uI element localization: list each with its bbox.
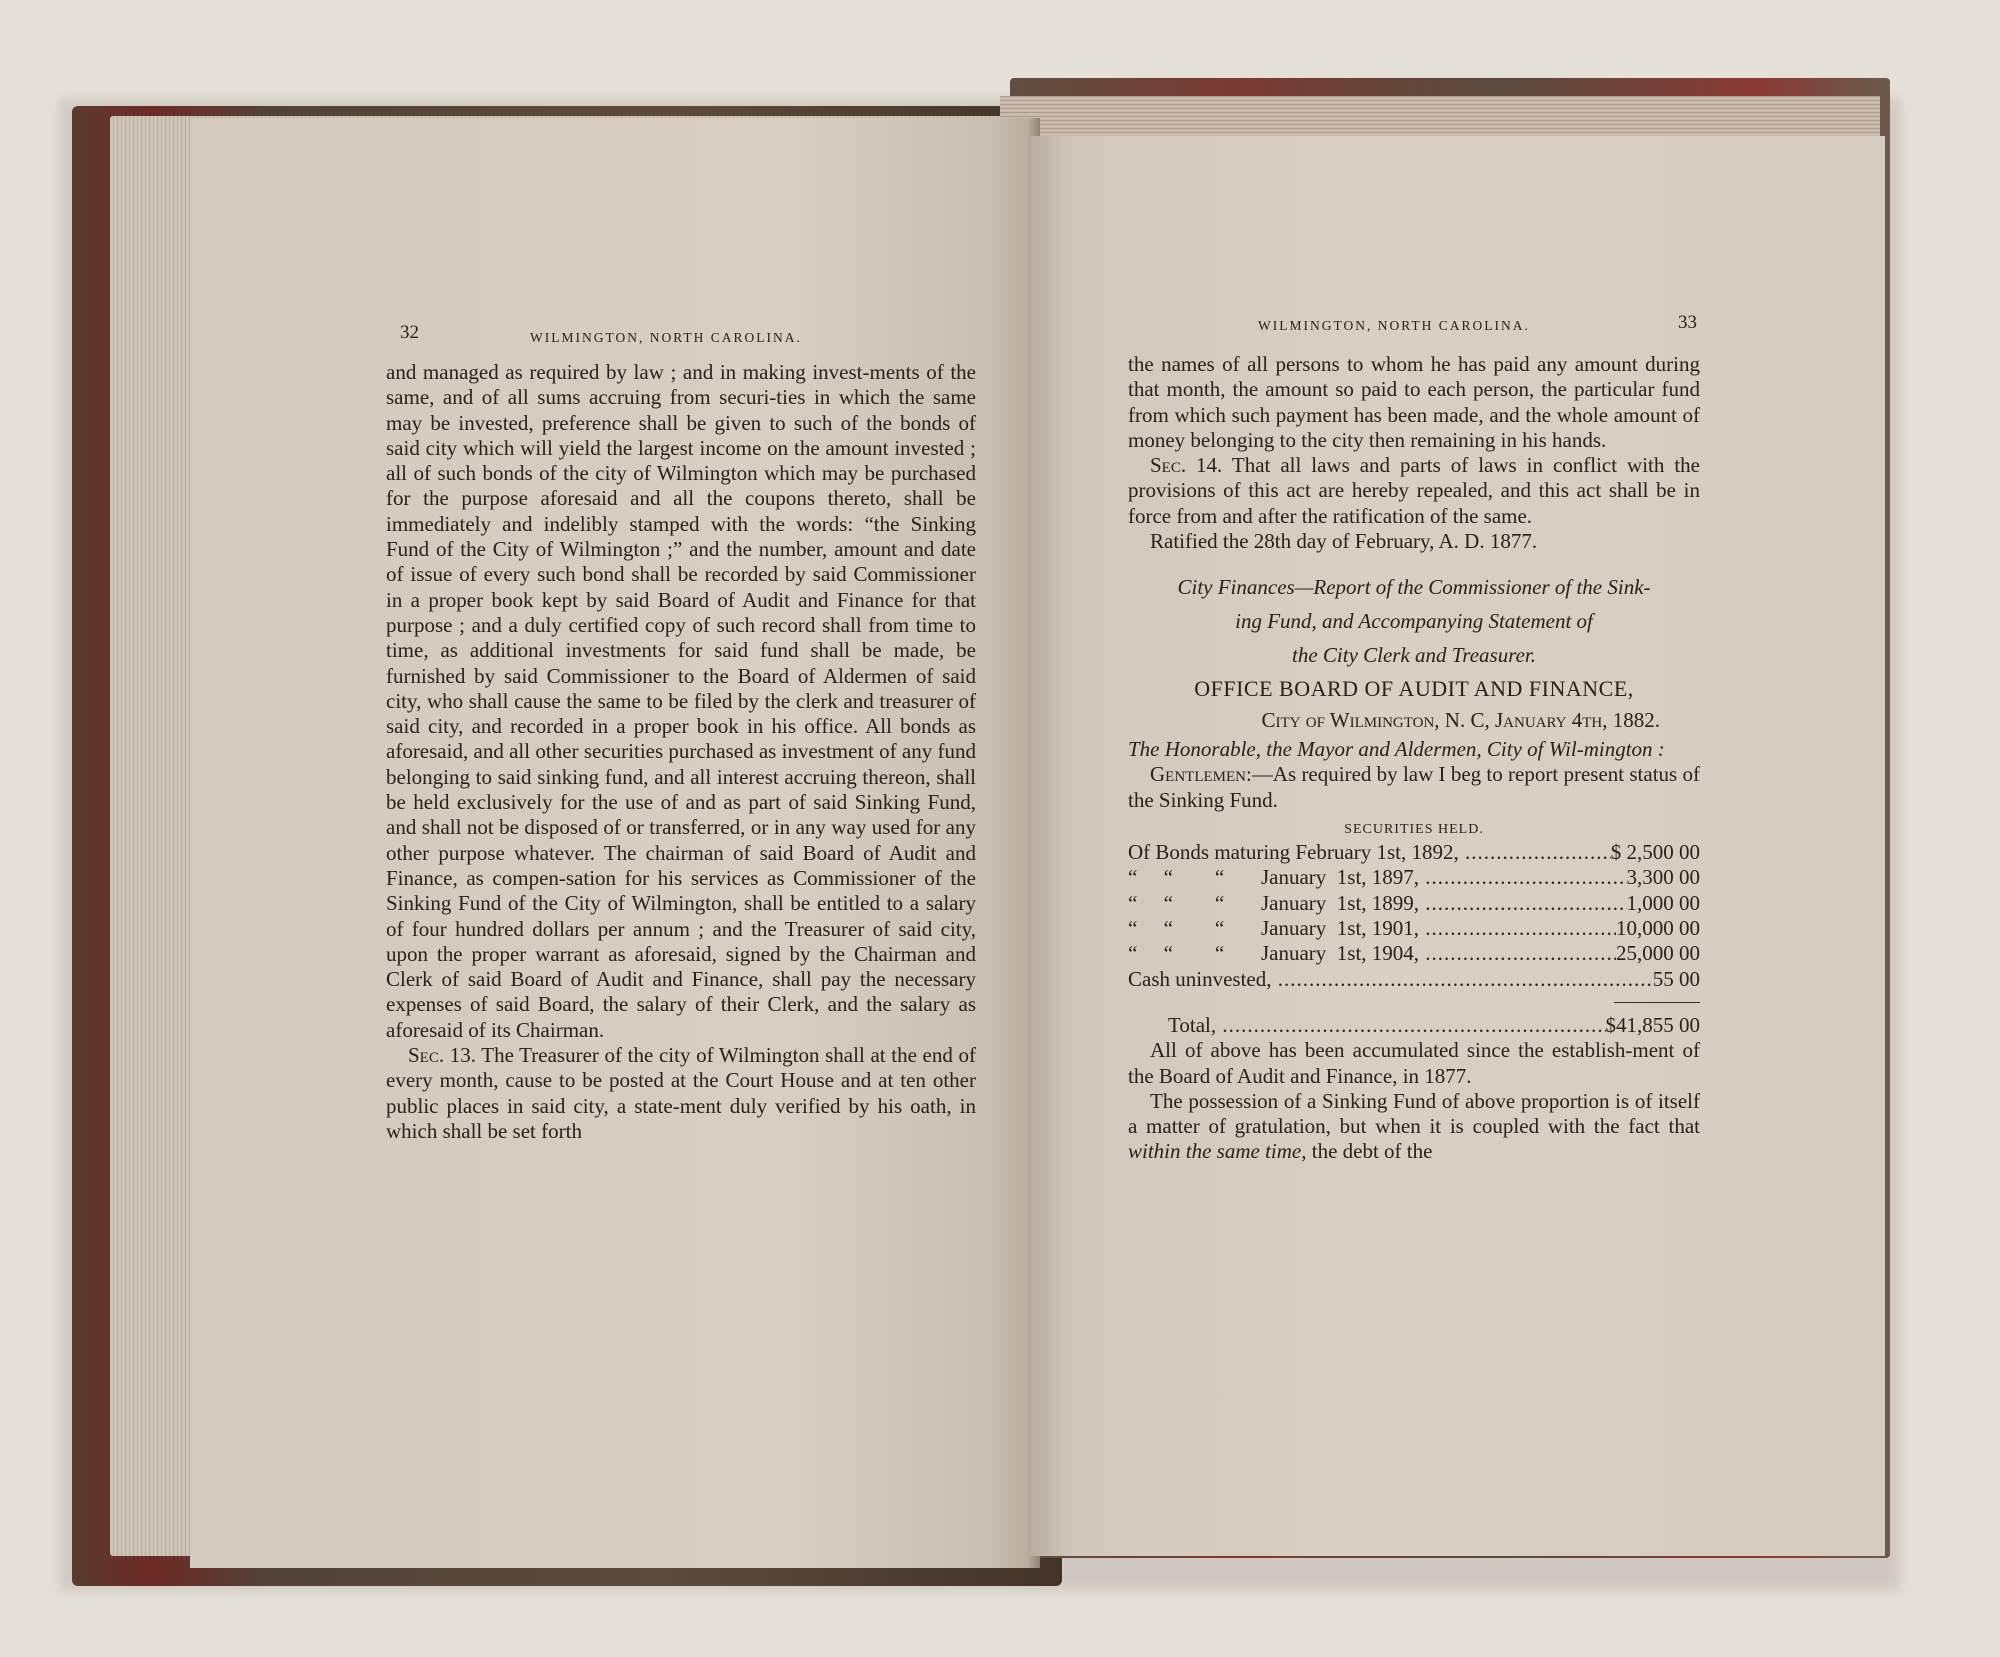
security-label: Of Bonds maturing February 1st, 1892, ..... xyxy=(1128,840,1611,865)
accumulated-paragraph: All of above has been accumulated since the establish-ment of the Board of Audit and Finance, in 1877. xyxy=(1128,1038,1700,1088)
security-amount: 10,000 00 xyxy=(1616,916,1700,941)
continuation-paragraph: the names of all persons to whom he has paid any amount during that month, the amount so paid to each person, the particular fund from which such payment has been made, and the whole amount of money belonging to the city then remaining in his hands. xyxy=(1128,352,1700,452)
left-body-paragraph: and managed as required by law ; and in making invest-ments of the same, and of all sums accruing from securi-ties in which the same may be invested, preference shall be given to such of the bonds of said city which will yield the largest income on the amount invested ; all of such bonds of the city of Wilmington which may be purchased for the purpose aforesaid and all the coupons thereto, shall be immediately and indelibly stamped with the words: “the Sinking Fund of the City of Wilmington ;” and the number, amount and date of issue of every such bond shall be recorded by said Commissioner in a proper book kept by said Board of Audit and Finance for that purpose ; and a duly certified copy of such record shall from time to time, as additional investments for said fund shall be made, be furnished by said Commissioner to the Board of Aldermen of said city, who shall cause the same to be filed by the clerk and treasurer of said city, and recorded in a proper book in his office. All bonds as aforesaid, and all other securities purchased as investment of any fund belonging to said sinking fund, and all interest accruing thereon, shall be held exclusively for the use of and as part of said Sinking Fund, and shall not be disposed of or transferred, or in any way used for any other purpose whatever. The chairman of said Board of Audit and Finance, as compen-sation for his services as Commissioner of the Sinking Fund of the City of Wilmington, shall be entitled to a salary of four hundred dollars per annum ; and the Treasurer of said city, upon the proper warrant as aforesaid, signed by the Chairman and Clerk of said Board of Audit and Finance, shall pay the necessary expenses of said Board, the salary of their Clerk, and the salary as aforesaid of its Chairman. xyxy=(386,360,976,1042)
sec14-label: Sec. 14. xyxy=(1150,453,1223,478)
possession-italic: within the same time xyxy=(1128,1139,1302,1164)
security-label: “ “ “ January 1st, 1897, ..... xyxy=(1128,865,1627,890)
security-amount: $ 2,500 00 xyxy=(1610,840,1700,865)
possession-paragraph xyxy=(1128,1089,1700,1165)
securities-row xyxy=(1128,967,1700,992)
sec13-paragraph xyxy=(386,1043,976,1144)
security-amount: 55 00 xyxy=(1652,966,1700,991)
right-running-head: WILMINGTON, NORTH CAROLINA. xyxy=(1258,318,1530,333)
securities-heading: SECURITIES HELD. xyxy=(1344,821,1484,837)
office-heading: OFFICE BOARD OF AUDIT AND FINANCE, xyxy=(1194,676,1634,702)
securities-row xyxy=(1128,865,1700,890)
report-title-line-3: the City Clerk and Treasurer. xyxy=(1291,643,1537,668)
securities-row xyxy=(1128,891,1700,916)
right-page-number: 33 xyxy=(1678,312,1697,333)
address-line: The Honorable, the Mayor and Aldermen, City of Wil-mington : xyxy=(1128,736,1665,761)
total-label: Total, ..... xyxy=(1168,1013,1606,1038)
security-amount: 25,000 00 xyxy=(1616,941,1700,966)
report-title-line-1: City Finances—Report of the Commissioner of the Sink- xyxy=(1177,575,1651,600)
security-label: “ “ “ January 1st, 1904, ..... xyxy=(1128,941,1616,966)
sec14-paragraph xyxy=(1128,453,1700,529)
security-amount: 1,000 00 xyxy=(1626,890,1700,915)
sec14-text: That all laws and parts of laws in conflict with the provisions of this act are hereby repealed, and this act shall be in force from and after the ratification of the same. xyxy=(1128,453,1700,528)
dateline: City of Wilmington, N. C, January 4th, 1882. xyxy=(1261,707,1660,732)
security-amount: 3,300 00 xyxy=(1626,865,1700,890)
left-page-text xyxy=(386,360,976,1144)
security-label: “ “ “ January 1st, 1901, ..... xyxy=(1128,916,1616,941)
possession-text-a: The possession of a Sinking Fund of above proportion is of itself a matter of gratulation, but when it is coupled with the fact that xyxy=(1128,1088,1700,1139)
report-title-line-2: ing Fund, and Accompanying Statement of xyxy=(1235,609,1593,634)
security-label: Cash uninvested, ..... xyxy=(1128,967,1653,992)
left-page xyxy=(190,118,1040,1568)
salutation: Gentlemen: xyxy=(1150,762,1252,787)
left-running-head: WILMINGTON, NORTH CAROLINA. xyxy=(530,330,802,345)
securities-row xyxy=(1128,916,1700,941)
sec13-label: Sec. 13. xyxy=(408,1043,476,1068)
securities-row xyxy=(1128,941,1700,966)
right-page-text xyxy=(1128,352,1700,1165)
sec13-text: The Treasurer of the city of Wilmington shall at the end of every month, cause to be posted at the Court House and at ten other public places in said city, a state-ment duly verified by his oath, in which shall be set forth xyxy=(386,1043,976,1143)
possession-text-b: , the debt of the xyxy=(1301,1139,1433,1164)
right-page-edges xyxy=(1000,96,1880,136)
salutation-paragraph xyxy=(1128,762,1700,813)
salutation-text: —As required by law I beg to report present status of the Sinking Fund. xyxy=(1128,762,1700,812)
right-page xyxy=(1030,136,1885,1556)
total-amount: $41,855 00 xyxy=(1605,1012,1700,1037)
total-rule xyxy=(1614,1002,1700,1003)
ratified-line: Ratified the 28th day of February, A. D. 1877. xyxy=(1150,529,1538,554)
securities-table xyxy=(1128,840,1700,992)
total-row xyxy=(1128,1013,1700,1038)
left-page-number: 32 xyxy=(400,322,419,343)
security-label: “ “ “ January 1st, 1899, ..... xyxy=(1128,891,1627,916)
securities-row xyxy=(1128,840,1700,865)
